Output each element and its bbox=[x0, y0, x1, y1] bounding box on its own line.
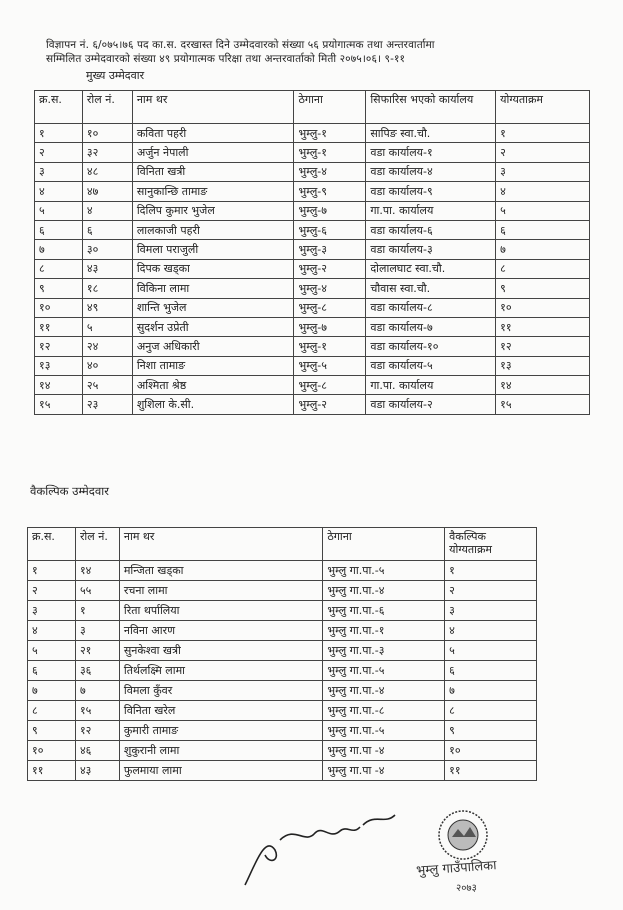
table-cell: भुम्लु-८ bbox=[294, 298, 366, 317]
table-cell: २१ bbox=[75, 641, 119, 661]
table-row bbox=[35, 201, 590, 220]
table-row bbox=[28, 761, 537, 781]
table-cell: ४ bbox=[496, 182, 590, 201]
table-cell: ९ bbox=[35, 279, 83, 298]
table-cell: १ bbox=[75, 601, 119, 621]
table-cell: ३२ bbox=[82, 143, 132, 162]
table-cell: ७ bbox=[445, 681, 537, 701]
table-cell: ६ bbox=[28, 661, 76, 681]
table-row bbox=[35, 162, 590, 181]
table-cell: भुम्लु-१ bbox=[294, 124, 366, 143]
table-cell: दोलालघाट स्वा.चौ. bbox=[366, 259, 496, 278]
table-cell: ११ bbox=[496, 317, 590, 336]
table-cell: ३ bbox=[445, 601, 537, 621]
table-cell: ४८ bbox=[82, 162, 132, 181]
table-cell: २५ bbox=[82, 376, 132, 395]
table-cell: ३ bbox=[496, 162, 590, 181]
table-cell: वडा कार्यालय-८ bbox=[366, 298, 496, 317]
table-cell: वडा कार्यालय-५ bbox=[366, 356, 496, 375]
table-cell: ४ bbox=[445, 621, 537, 641]
header-cell: क्र.स. bbox=[28, 528, 76, 561]
table-cell: कविता पहरी bbox=[132, 124, 294, 143]
table-cell: भुम्लु-५ bbox=[294, 356, 366, 375]
table-cell: विनिता खरेल bbox=[119, 701, 322, 721]
table-cell: ६ bbox=[82, 220, 132, 239]
table-cell: १५ bbox=[75, 701, 119, 721]
table-row bbox=[28, 721, 537, 741]
table-cell: चौवास स्वा.चौ. bbox=[366, 279, 496, 298]
table-cell: भुम्लु-६ bbox=[294, 220, 366, 239]
table-cell: ४६ bbox=[75, 741, 119, 761]
table-row bbox=[28, 561, 537, 581]
header-cell: योग्यताक्रम bbox=[496, 91, 590, 124]
table-cell: ९ bbox=[496, 279, 590, 298]
table-cell: भुम्लु गा.पा.-८ bbox=[323, 701, 445, 721]
header-cell: नाम थर bbox=[132, 91, 294, 124]
table-cell: विमला कुँवर bbox=[119, 681, 322, 701]
table-cell: ४३ bbox=[82, 259, 132, 278]
main-candidates-table bbox=[34, 90, 590, 415]
table-row bbox=[28, 621, 537, 641]
table-cell: ९ bbox=[445, 721, 537, 741]
table-row bbox=[35, 395, 590, 414]
table-cell: ११ bbox=[28, 761, 76, 781]
header-cell: नाम थर bbox=[119, 528, 322, 561]
header-cell: सिफारिस भएको कार्यालय bbox=[366, 91, 496, 124]
table-cell: भुम्लु-१ bbox=[294, 143, 366, 162]
table-row bbox=[28, 581, 537, 601]
table-cell: वडा कार्यालय-२ bbox=[366, 395, 496, 414]
table-cell: सापिङ स्वा.चौ. bbox=[366, 124, 496, 143]
table-cell: १२ bbox=[35, 337, 83, 356]
table-cell: सुदर्शन उप्रेती bbox=[132, 317, 294, 336]
table-cell: गा.पा. कार्यालय bbox=[366, 201, 496, 220]
table-cell: वडा कार्यालय-९ bbox=[366, 182, 496, 201]
table-cell: ६ bbox=[445, 661, 537, 681]
table-cell: कुमारी तामाङ bbox=[119, 721, 322, 741]
table-cell: निशा तामाङ bbox=[132, 356, 294, 375]
header-cell: रोल नं. bbox=[75, 528, 119, 561]
header-cell: क्र.स. bbox=[35, 91, 83, 124]
table-cell: फुलमाया लामा bbox=[119, 761, 322, 781]
table-cell: ४ bbox=[35, 182, 83, 201]
table-cell: भुम्लु गा.पा -४ bbox=[323, 741, 445, 761]
table-cell: वडा कार्यालय-१० bbox=[366, 337, 496, 356]
table-cell: १५ bbox=[35, 395, 83, 414]
header-cell: वैकल्पिक योग्यताक्रम bbox=[445, 528, 537, 561]
table-row bbox=[35, 124, 590, 143]
table-cell: १० bbox=[496, 298, 590, 317]
table-cell: ७ bbox=[35, 240, 83, 259]
table-cell: भुम्लु-२ bbox=[294, 259, 366, 278]
table-row bbox=[28, 601, 537, 621]
table-cell: ७ bbox=[75, 681, 119, 701]
table-cell: विकिना लामा bbox=[132, 279, 294, 298]
table-row bbox=[35, 143, 590, 162]
table-cell: तिर्थलक्ष्मि लामा bbox=[119, 661, 322, 681]
table-cell: वडा कार्यालय-३ bbox=[366, 240, 496, 259]
table-row bbox=[35, 298, 590, 317]
table-cell: ४७ bbox=[82, 182, 132, 201]
table-row bbox=[35, 317, 590, 336]
main-table-header-row bbox=[35, 91, 590, 124]
table-cell: दिपक खड्का bbox=[132, 259, 294, 278]
table-cell: ८ bbox=[28, 701, 76, 721]
table-cell: ३ bbox=[28, 601, 76, 621]
table-cell: ४ bbox=[82, 201, 132, 220]
table-row bbox=[35, 259, 590, 278]
table-cell: ७ bbox=[496, 240, 590, 259]
table-cell: २४ bbox=[82, 337, 132, 356]
table-cell: ११ bbox=[35, 317, 83, 336]
table-cell: ४३ bbox=[75, 761, 119, 781]
table-cell: वडा कार्यालय-७ bbox=[366, 317, 496, 336]
table-row bbox=[35, 220, 590, 239]
table-cell: १० bbox=[82, 124, 132, 143]
table-cell: ३ bbox=[35, 162, 83, 181]
table-cell: २ bbox=[445, 581, 537, 601]
table-cell: ३० bbox=[82, 240, 132, 259]
table-cell: गा.पा. कार्यालय bbox=[366, 376, 496, 395]
table-cell: नविना आरण bbox=[119, 621, 322, 641]
table-cell: १४ bbox=[496, 376, 590, 395]
table-cell: २३ bbox=[82, 395, 132, 414]
table-cell: १० bbox=[28, 741, 76, 761]
table-cell: भुम्लु गा.पा.-१ bbox=[323, 621, 445, 641]
alternate-candidates-table bbox=[27, 527, 537, 781]
table-cell: ८ bbox=[496, 259, 590, 278]
seal-year: २०७३ bbox=[456, 883, 477, 894]
table-cell: ५ bbox=[28, 641, 76, 661]
table-cell: ६ bbox=[35, 220, 83, 239]
notice-line-1: विज्ञापन नं. ६/०७५।७६ पद का.स. दरखास्त दिने उम्मेदवारको संख्या ५६ प्रयोगात्मक तथा अन्तरवार्तामा bbox=[46, 39, 435, 51]
table-row bbox=[28, 681, 537, 701]
notice-header bbox=[46, 38, 606, 66]
table-cell: विमला पराजुली bbox=[132, 240, 294, 259]
table-cell: १ bbox=[496, 124, 590, 143]
table-cell: २ bbox=[496, 143, 590, 162]
table-cell: ३ bbox=[75, 621, 119, 641]
table-cell: १३ bbox=[35, 356, 83, 375]
table-cell: भुम्लु-२ bbox=[294, 395, 366, 414]
header-cell: ठेगाना bbox=[323, 528, 445, 561]
table-cell: २ bbox=[28, 581, 76, 601]
table-cell: ४९ bbox=[82, 298, 132, 317]
table-row bbox=[35, 337, 590, 356]
table-cell: भुम्लु-९ bbox=[294, 182, 366, 201]
alt-section-title: वैकल्पिक उम्मेदवार bbox=[30, 484, 109, 498]
table-cell: सुनकेश्वा खत्री bbox=[119, 641, 322, 661]
table-cell: भुम्लु गा.पा.-४ bbox=[323, 681, 445, 701]
seal-text: भुम्लु गाउँपालिका bbox=[415, 858, 497, 879]
table-cell: रचना लामा bbox=[119, 581, 322, 601]
table-cell: १५ bbox=[496, 395, 590, 414]
table-row bbox=[28, 701, 537, 721]
table-cell: दिलिप कुमार भुजेल bbox=[132, 201, 294, 220]
table-cell: भुम्लु गा.पा.-५ bbox=[323, 661, 445, 681]
table-cell: ७ bbox=[28, 681, 76, 701]
table-cell: ५ bbox=[82, 317, 132, 336]
table-cell: ११ bbox=[445, 761, 537, 781]
table-cell: भुम्लु-३ bbox=[294, 240, 366, 259]
table-cell: भुम्लु गा.पा -४ bbox=[323, 761, 445, 781]
table-cell: भुम्लु-८ bbox=[294, 376, 366, 395]
table-cell: ९ bbox=[28, 721, 76, 741]
table-cell: १४ bbox=[75, 561, 119, 581]
table-cell: ४० bbox=[82, 356, 132, 375]
alt-table-header-row bbox=[28, 528, 537, 561]
table-row bbox=[35, 240, 590, 259]
table-cell: वडा कार्यालय-६ bbox=[366, 220, 496, 239]
table-cell: भुम्लु गा.पा.-५ bbox=[323, 721, 445, 741]
table-cell: अर्जुन नेपाली bbox=[132, 143, 294, 162]
table-row bbox=[35, 182, 590, 201]
header-cell: रोल नं. bbox=[82, 91, 132, 124]
table-cell: भुम्लु-१ bbox=[294, 337, 366, 356]
main-section-title: मुख्य उम्मेदवार bbox=[86, 69, 145, 82]
table-cell: भुम्लु-७ bbox=[294, 317, 366, 336]
table-cell: ४ bbox=[28, 621, 76, 641]
table-cell: भुम्लु गा.पा.-४ bbox=[323, 581, 445, 601]
header-cell: ठेगाना bbox=[294, 91, 366, 124]
table-cell: भुम्लु गा.पा.-३ bbox=[323, 641, 445, 661]
table-row bbox=[35, 356, 590, 375]
table-cell: वडा कार्यालय-१ bbox=[366, 143, 496, 162]
table-row bbox=[28, 641, 537, 661]
table-cell: १० bbox=[35, 298, 83, 317]
table-cell: रिता थर्पालिया bbox=[119, 601, 322, 621]
table-cell: ८ bbox=[35, 259, 83, 278]
table-row bbox=[28, 741, 537, 761]
table-cell: भुम्लु-७ bbox=[294, 201, 366, 220]
table-cell: १ bbox=[28, 561, 76, 581]
table-cell: १८ bbox=[82, 279, 132, 298]
table-cell: ५५ bbox=[75, 581, 119, 601]
table-cell: भुम्लु-४ bbox=[294, 279, 366, 298]
table-cell: ५ bbox=[35, 201, 83, 220]
table-row bbox=[28, 661, 537, 681]
table-cell: लालकाजी पहरी bbox=[132, 220, 294, 239]
table-cell: ३६ bbox=[75, 661, 119, 681]
table-cell: १३ bbox=[496, 356, 590, 375]
table-cell: १ bbox=[445, 561, 537, 581]
table-row bbox=[35, 376, 590, 395]
table-cell: भुम्लु गा.पा.-६ bbox=[323, 601, 445, 621]
table-cell: भुम्लु गा.पा.-५ bbox=[323, 561, 445, 581]
table-cell: ६ bbox=[496, 220, 590, 239]
table-cell: वडा कार्यालय-४ bbox=[366, 162, 496, 181]
table-cell: शान्ति भुजेल bbox=[132, 298, 294, 317]
table-cell: भुम्लु-४ bbox=[294, 162, 366, 181]
table-cell: १४ bbox=[35, 376, 83, 395]
table-cell: सानुकान्छि तामाङ bbox=[132, 182, 294, 201]
signature bbox=[235, 795, 405, 895]
table-cell: १२ bbox=[496, 337, 590, 356]
table-cell: अश्मिता श्रेष्ठ bbox=[132, 376, 294, 395]
table-cell: १० bbox=[445, 741, 537, 761]
table-cell: १ bbox=[35, 124, 83, 143]
table-cell: १२ bbox=[75, 721, 119, 741]
table-cell: ५ bbox=[496, 201, 590, 220]
table-cell: शुकुरानी लामा bbox=[119, 741, 322, 761]
table-cell: शुशिला के.सी. bbox=[132, 395, 294, 414]
table-cell: ८ bbox=[445, 701, 537, 721]
table-cell: अनुज अधिकारी bbox=[132, 337, 294, 356]
table-cell: मन्जिता खड्का bbox=[119, 561, 322, 581]
table-cell: २ bbox=[35, 143, 83, 162]
table-cell: विनिता खत्री bbox=[132, 162, 294, 181]
notice-line-2: सम्मिलित उम्मेदवारको संख्या ४९ प्रयोगात्मक परिक्षा तथा अन्तरवार्ताको मिती २०७५।०६। ९-११ bbox=[46, 53, 406, 65]
table-cell: ५ bbox=[445, 641, 537, 661]
table-row bbox=[35, 279, 590, 298]
